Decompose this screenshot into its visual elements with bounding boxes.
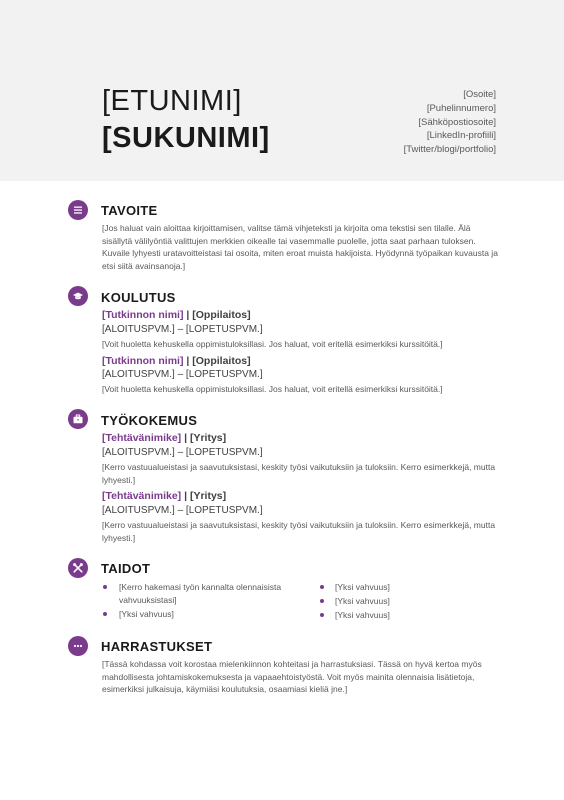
degree-name[interactable]: [Tutkinnon nimi] xyxy=(102,355,184,367)
education-entry-title[interactable] xyxy=(102,355,251,367)
experience-description[interactable]: [Kerro vastuualueistasi ja saavutuksistasi, keskity työsi vaikutuksiin ja tuloksiin. Kerro esimerkkejä, mutta lyhyesti.] xyxy=(102,462,496,485)
job-title[interactable]: [Tehtävänimike] xyxy=(102,490,182,502)
contact-address[interactable]: [Osoite] xyxy=(463,89,496,100)
bullet xyxy=(320,599,324,603)
bars-icon xyxy=(68,200,88,220)
school-name[interactable]: [Oppilaitos] xyxy=(192,309,251,321)
education-description[interactable]: [Voit huoletta kehuskella oppimistuloksillasi. Jos haluat, voit eritellä esimerkiksi kurssitöitä.] xyxy=(102,339,443,349)
bullet xyxy=(320,613,324,617)
skill-item[interactable]: [Kerro hakemasi työn kannalta olennaisista vahvuuksistasi] xyxy=(119,582,282,605)
company-name[interactable]: [Yritys] xyxy=(189,432,227,444)
interests-text[interactable]: [Tässä kohdassa voit korostaa mielenkiinnon kohteitasi ja harrastuksiasi. Tässä on hyvä kertoa myös mahdollisesta johtamiskokemuksesta ja vapaaehtoistyöstä. Voit myös mainita olennaisia lisätietoja, esimerkiksi julkaisuja, käymiäsi koulutuksia, osaamiasi kieliä jne.] xyxy=(102,659,482,695)
tools-icon xyxy=(68,558,88,578)
experience-dates[interactable]: [ALOITUSPVM.] – [LOPETUSPVM.] xyxy=(102,447,263,458)
section-title-interests: HARRASTUKSET xyxy=(101,639,213,654)
section-title-objective: TAVOITE xyxy=(101,203,158,218)
separator: | xyxy=(184,432,188,444)
contact-email[interactable]: [Sähköpostiosoite] xyxy=(418,116,496,128)
last-name[interactable]: [SUKUNIMI] xyxy=(102,122,270,154)
separator: | xyxy=(184,490,188,502)
experience-dates[interactable]: [ALOITUSPVM.] – [LOPETUSPVM.] xyxy=(102,505,263,516)
section-title-education: KOULUTUS xyxy=(101,290,176,305)
education-dates[interactable]: [ALOITUSPVM.] – [LOPETUSPVM.] xyxy=(102,324,263,335)
education-description[interactable]: [Voit huoletta kehuskella oppimistuloksillasi. Jos haluat, voit eritellä esimerkiksi kurssitöitä.] xyxy=(102,384,443,394)
bullet xyxy=(103,612,107,616)
education-entry-title[interactable] xyxy=(102,309,251,321)
skill-item[interactable]: [Yksi vahvuus] xyxy=(119,609,174,619)
contact-linkedin[interactable]: [LinkedIn-profiili] xyxy=(426,130,496,142)
job-title[interactable]: [Tehtävänimike] xyxy=(102,432,182,444)
experience-entry-title[interactable] xyxy=(102,490,226,502)
more-icon xyxy=(68,636,88,656)
bullet xyxy=(320,585,324,589)
experience-description[interactable]: [Kerro vastuualueistasi ja saavutuksistasi, keskity työsi vaikutuksiin ja tuloksiin. Kerro esimerkkejä, mutta lyhyesti.] xyxy=(102,520,496,543)
separator: | xyxy=(186,309,190,321)
section-title-skills: TAIDOT xyxy=(101,561,151,576)
bullet xyxy=(103,585,107,589)
contact-twitter[interactable]: [Twitter/blogi/portfolio] xyxy=(403,144,496,156)
header-band xyxy=(0,0,564,181)
first-name[interactable]: [ETUNIMI] xyxy=(102,85,242,117)
experience-entry-title[interactable] xyxy=(102,432,226,444)
skill-item[interactable]: [Yksi vahvuus] xyxy=(335,582,390,592)
objective-text[interactable]: [Jos haluat vain aloittaa kirjoittamisen, valitse tämä vihjeteksti ja kirjoita oma tekstisi sen tilalle. Älä sisällytä välilyöntiä valittujen merkkien oikealle tai vasemmalle puolelle, jotta saat parhaan tuloksen. Kuvaile lyhyesti uratavoitteistasi tai osoita, miten eroat muista hakijoista. Hyödynnä työpaikan kuvausta ja etsi siitä avainsanoja.] xyxy=(102,223,498,272)
company-name[interactable]: [Yritys] xyxy=(189,490,227,502)
briefcase-icon xyxy=(68,409,88,429)
contact-phone[interactable]: [Puhelinnumero] xyxy=(426,102,496,114)
graduation-cap-icon xyxy=(68,286,88,306)
school-name[interactable]: [Oppilaitos] xyxy=(192,355,251,367)
skill-item[interactable]: [Yksi vahvuus] xyxy=(335,610,390,620)
education-dates[interactable]: [ALOITUSPVM.] – [LOPETUSPVM.] xyxy=(102,369,263,380)
skill-item[interactable]: [Yksi vahvuus] xyxy=(335,596,390,606)
contact-info xyxy=(404,88,496,157)
separator: | xyxy=(186,355,190,367)
degree-name[interactable]: [Tutkinnon nimi] xyxy=(102,309,184,321)
section-title-experience: TYÖKOKEMUS xyxy=(101,413,198,428)
